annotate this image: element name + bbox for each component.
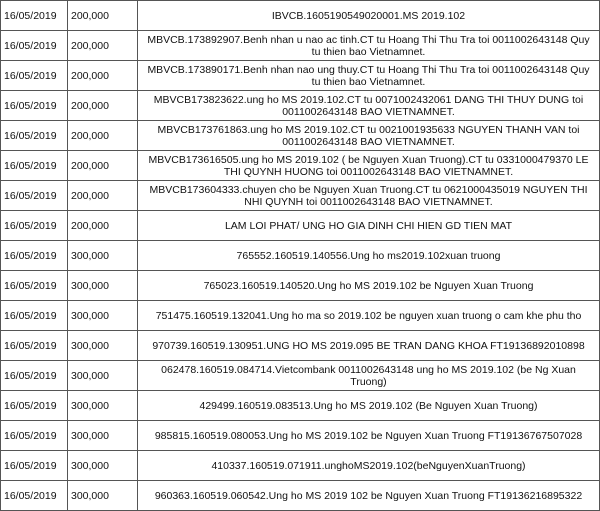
amount-cell: 200,000: [68, 91, 138, 121]
description-cell: LAM LOI PHAT/ UNG HO GIA DINH CHI HIEN GD TIEN MAT: [138, 211, 600, 241]
amount-cell: 200,000: [68, 151, 138, 181]
description-cell: 062478.160519.084714.Vietcombank 0011002643148 ung ho MS 2019.102 (be Ng Xuan Truong): [138, 361, 600, 391]
table-row: [1, 181, 600, 211]
amount-cell: 300,000: [68, 391, 138, 421]
description-cell: 960363.160519.060542.Ung ho MS 2019 102 be Nguyen Xuan Truong FT19136216895322: [138, 481, 600, 511]
description-cell: MBVCB173616505.ung ho MS 2019.102 ( be Nguyen Xuan Truong).CT tu 0331000479370 LE THI QUYNH HUONG toi 0011002643148 BAO VIETNAMNET.: [138, 151, 600, 181]
description-cell: MBVCB173823622.ung ho MS 2019.102.CT tu 0071002432061 DANG THI THUY DUNG toi 0011002643148 BAO VIETNAMNET.: [138, 91, 600, 121]
donation-table-body: [1, 1, 600, 511]
description-cell: 410337.160519.071911.unghoMS2019.102(beNguyenXuanTruong): [138, 451, 600, 481]
description-cell: 765552.160519.140556.Ung ho ms2019.102xuan truong: [138, 241, 600, 271]
table-row: [1, 481, 600, 511]
table-row: [1, 331, 600, 361]
table-row: [1, 421, 600, 451]
date-cell: 16/05/2019: [1, 151, 68, 181]
amount-cell: 300,000: [68, 481, 138, 511]
table-row: [1, 31, 600, 61]
date-cell: 16/05/2019: [1, 481, 68, 511]
date-cell: 16/05/2019: [1, 241, 68, 271]
description-cell: MBVCB.173890171.Benh nhan nao ung thuy.CT tu Hoang Thi Thu Tra toi 0011002643148 Quy tu thien bao Vietnamnet.: [138, 61, 600, 91]
date-cell: 16/05/2019: [1, 421, 68, 451]
amount-cell: 300,000: [68, 361, 138, 391]
date-cell: 16/05/2019: [1, 31, 68, 61]
date-cell: 16/05/2019: [1, 451, 68, 481]
date-cell: 16/05/2019: [1, 301, 68, 331]
amount-cell: 200,000: [68, 211, 138, 241]
date-cell: 16/05/2019: [1, 121, 68, 151]
date-cell: 16/05/2019: [1, 331, 68, 361]
table-row: [1, 1, 600, 31]
table-row: [1, 121, 600, 151]
table-row: [1, 301, 600, 331]
description-cell: MBVCB.173892907.Benh nhan u nao ac tinh.CT tu Hoang Thi Thu Tra toi 0011002643148 Quy tu thien bao Vietnamnet.: [138, 31, 600, 61]
date-cell: 16/05/2019: [1, 1, 68, 31]
date-cell: 16/05/2019: [1, 391, 68, 421]
date-cell: 16/05/2019: [1, 181, 68, 211]
table-row: [1, 151, 600, 181]
date-cell: 16/05/2019: [1, 271, 68, 301]
table-row: [1, 271, 600, 301]
amount-cell: 300,000: [68, 451, 138, 481]
amount-cell: 200,000: [68, 1, 138, 31]
description-cell: 985815.160519.080053.Ung ho MS 2019.102 be Nguyen Xuan Truong FT19136767507028: [138, 421, 600, 451]
description-cell: MBVCB173761863.ung ho MS 2019.102.CT tu 0021001935633 NGUYEN THANH VAN toi 0011002643148 BAO VIETNAMNET.: [138, 121, 600, 151]
date-cell: 16/05/2019: [1, 361, 68, 391]
amount-cell: 300,000: [68, 271, 138, 301]
date-cell: 16/05/2019: [1, 61, 68, 91]
amount-cell: 200,000: [68, 61, 138, 91]
date-cell: 16/05/2019: [1, 211, 68, 241]
date-cell: 16/05/2019: [1, 91, 68, 121]
description-cell: MBVCB173604333.chuyen cho be Nguyen Xuan Truong.CT tu 0621000435019 NGUYEN THI NHI QUYNH toi 0011002643148 BAO VIETNAMNET.: [138, 181, 600, 211]
description-cell: 429499.160519.083513.Ung ho MS 2019.102 (Be Nguyen Xuan Truong): [138, 391, 600, 421]
description-cell: IBVCB.1605190549020001.MS 2019.102: [138, 1, 600, 31]
table-row: [1, 61, 600, 91]
amount-cell: 300,000: [68, 301, 138, 331]
table-row: [1, 241, 600, 271]
amount-cell: 300,000: [68, 331, 138, 361]
amount-cell: 200,000: [68, 181, 138, 211]
table-row: [1, 361, 600, 391]
table-row: [1, 451, 600, 481]
table-row: [1, 211, 600, 241]
description-cell: 970739.160519.130951.UNG HO MS 2019.095 BE TRAN DANG KHOA FT19136892010898: [138, 331, 600, 361]
description-cell: 751475.160519.132041.Ung ho ma so 2019.102 be nguyen xuan truong o cam khe phu tho: [138, 301, 600, 331]
amount-cell: 200,000: [68, 121, 138, 151]
table-row: [1, 391, 600, 421]
amount-cell: 300,000: [68, 421, 138, 451]
amount-cell: 200,000: [68, 31, 138, 61]
description-cell: 765023.160519.140520.Ung ho MS 2019.102 be Nguyen Xuan Truong: [138, 271, 600, 301]
table-row: [1, 91, 600, 121]
amount-cell: 300,000: [68, 241, 138, 271]
